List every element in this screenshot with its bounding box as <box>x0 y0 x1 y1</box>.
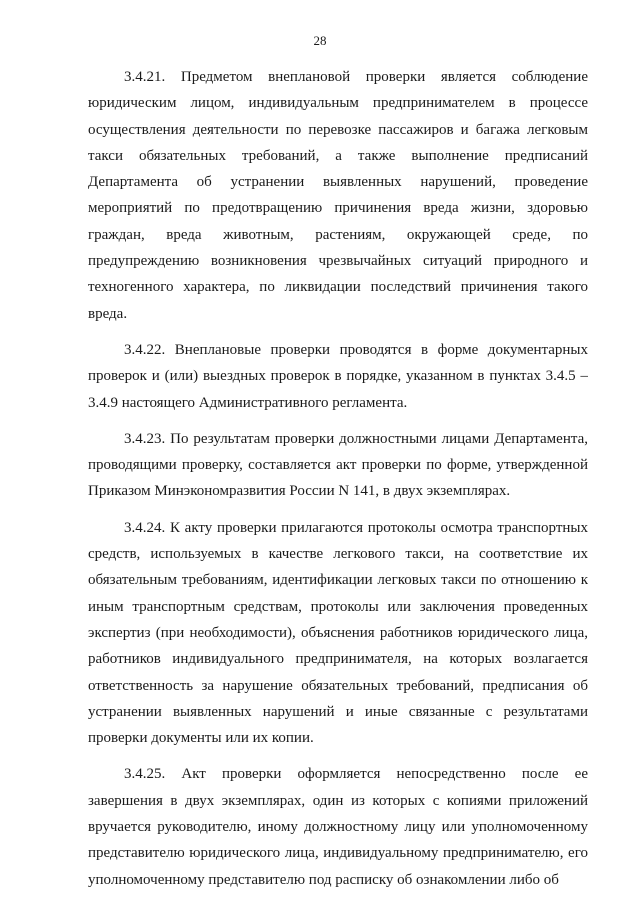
paragraph-3-4-23 <box>88 426 588 505</box>
text-line: вручается руководителю, иному должностному лицу или уполномоченному <box>88 819 588 836</box>
paragraph-3-4-21 <box>88 64 588 327</box>
text-line: Приказом Минэкономразвития России N 141, в двух экземплярах. <box>88 483 511 500</box>
text-line: проверок и (или) выездных проверок в порядке, указанном в пунктах 3.4.5 – <box>88 368 588 385</box>
text-line: 3.4.24. К акту проверки прилагаются протоколы осмотра транспортных <box>124 519 588 536</box>
text-line: устранении выявленных нарушений и иные связанные с результатами <box>88 703 588 720</box>
text-line: Департамента об устранении выявленных нарушений, проведение <box>88 174 588 191</box>
paragraph-3-4-24 <box>88 515 588 752</box>
text-line: предупреждению возникновения чрезвычайных ситуаций природного и <box>88 253 588 270</box>
text-line: такси обязательных требований, а также выполнение предписаний <box>88 147 588 164</box>
text-line: проверки документы или их копии. <box>88 730 314 747</box>
paragraph-3-4-25 <box>88 761 588 892</box>
text-line: граждан, вреда животным, растениям, окружающей среде, по <box>88 226 588 243</box>
page-number: 28 <box>313 33 327 48</box>
text-line: юридическим лицом, индивидуальным предпринимателем в процессе <box>88 95 588 112</box>
text-line: работников индивидуального предпринимателя, на которых возлагается <box>88 651 588 668</box>
text-line: экспертиз (при необходимости), объяснения работников юридического лица, <box>88 624 588 641</box>
text-line: мероприятий по предотвращению причинения вреда жизни, здоровью <box>88 200 588 217</box>
paragraph-gap <box>88 327 588 337</box>
text-line: проводящими проверку, составляется акт проверки по форме, утвержденной <box>88 457 588 474</box>
text-line: 3.4.9 настоящего Административного регламента. <box>88 394 408 411</box>
text-line: осуществления деятельности по перевозке пассажиров и багажа легковым <box>88 121 588 138</box>
text-line: вреда. <box>88 305 128 322</box>
text-line: средств, используемых в качестве легкового такси, на соответствие их <box>88 546 588 563</box>
paragraph-gap <box>88 416 588 426</box>
text-line: техногенного характера, по ликвидации последствий причинения такого <box>88 279 588 296</box>
text-line: 3.4.22. Внеплановые проверки проводятся в форме документарных <box>124 341 588 358</box>
text-line: 3.4.25. Акт проверки оформляется непосредственно после ее <box>124 766 588 783</box>
text-line: уполномоченному представителю под расписку об ознакомлении либо об <box>88 871 559 888</box>
text-line: представителю юридического лица, индивидуальному предпринимателю, его <box>88 845 588 862</box>
document-body <box>88 64 588 893</box>
paragraph-3-4-22 <box>88 337 588 416</box>
paragraph-gap <box>88 751 588 761</box>
text-line: 3.4.21. Предметом внеплановой проверки является соблюдение <box>124 69 588 85</box>
text-line: иным транспортным средствам, протоколы или заключения проведенных <box>88 598 588 615</box>
paragraph-gap <box>88 505 588 515</box>
text-line: ответственность за нарушение обязательных требований, предписания об <box>88 677 588 694</box>
text-line: 3.4.23. По результатам проверки должностными лицами Департамента, <box>124 430 588 447</box>
text-line: завершения в двух экземплярах, один из которых с копиями приложений <box>88 792 588 809</box>
text-line: обязательным требованиям, идентификации легковых такси по отношению к <box>88 572 588 589</box>
